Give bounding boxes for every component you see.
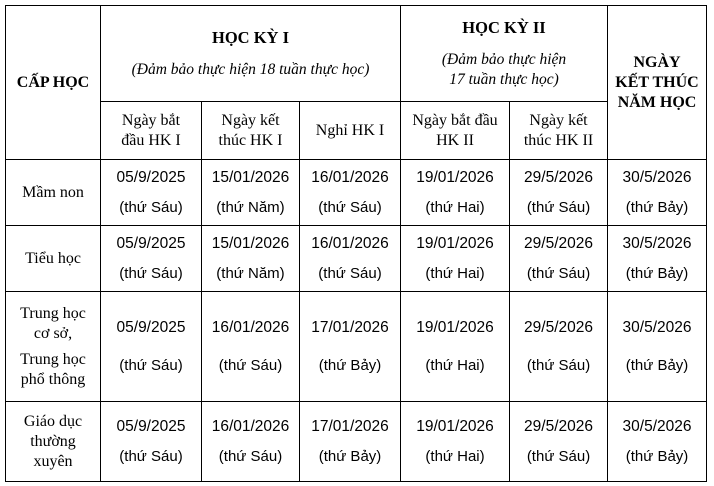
semester-1-title: HỌC KỲ I (212, 27, 290, 47)
hk1-end-cell (202, 226, 300, 292)
level-cell (6, 402, 101, 482)
date-value: 05/9/2025 (116, 234, 186, 252)
hk2-end-cell (510, 226, 608, 292)
hk1-end-cell (202, 402, 300, 482)
header-row-sub (6, 102, 707, 160)
hk1-break-header-label: Nghỉ HK I (315, 121, 385, 139)
level-label: Mầm non (22, 183, 84, 201)
level-label: Tiểu học (25, 249, 81, 267)
hk1-break-cell (300, 160, 401, 226)
level-label-line: Trung học (20, 350, 86, 368)
table-row (6, 292, 707, 402)
date-value: 19/01/2026 (416, 318, 494, 336)
date-value: 29/5/2026 (524, 318, 593, 336)
hk1-start-header-line-1: Ngày bắt (121, 111, 181, 129)
weekday-value: (thứ Hai) (425, 198, 485, 216)
weekday-value: (thứ Sáu) (526, 356, 591, 374)
date-value: 17/01/2026 (311, 417, 389, 435)
level-label-line: cơ sở, (33, 324, 73, 342)
date-value: 30/5/2026 (622, 318, 692, 336)
date-value: 30/5/2026 (622, 168, 692, 186)
hk2-end-header (510, 102, 608, 160)
semester-2-header-cell (401, 6, 608, 102)
hk1-end-cell (202, 160, 300, 226)
weekday-value: (thứ Sáu) (218, 447, 283, 465)
year-end-cell (608, 402, 707, 482)
date-value: 19/01/2026 (416, 234, 494, 252)
date-value: 29/5/2026 (524, 234, 593, 252)
weekday-value: (thứ Bảy) (318, 356, 382, 374)
level-cell (6, 160, 101, 226)
date-value: 30/5/2026 (622, 234, 692, 252)
weekday-value: (thứ Bảy) (625, 264, 689, 282)
weekday-value: (thứ Bảy) (625, 447, 689, 465)
hk1-break-cell (300, 402, 401, 482)
year-end-cell (608, 226, 707, 292)
date-value: 30/5/2026 (622, 417, 692, 435)
weekday-value: (thứ Sáu) (119, 264, 183, 282)
hk1-end-cell (202, 292, 300, 402)
weekday-value: (thứ Sáu) (119, 447, 183, 465)
level-header: CẤP HỌC (16, 73, 90, 91)
level-cell (6, 226, 101, 292)
hk2-end-header-line-1: Ngày kết (529, 111, 588, 129)
hk1-start-cell (101, 292, 202, 402)
hk1-break-cell (300, 226, 401, 292)
semester-2-note-line-2: 17 tuần thực học) (449, 70, 559, 88)
date-value: 17/01/2026 (311, 318, 389, 336)
table-row (6, 402, 707, 482)
hk2-end-cell (510, 402, 608, 482)
year-end-cell (608, 160, 707, 226)
level-header-cell (6, 6, 101, 160)
weekday-value: (thứ Hai) (425, 356, 485, 374)
hk1-start-cell (101, 226, 202, 292)
hk2-start-header-line-1: Ngày bắt đầu (412, 111, 498, 129)
hk2-end-header-line-2: thúc HK II (523, 131, 594, 149)
end-of-year-header-line-3: NĂM HỌC (617, 93, 697, 111)
date-value: 05/9/2025 (116, 417, 186, 435)
end-of-year-header-line-2: KẾT THÚC (615, 73, 699, 91)
date-value: 16/01/2026 (211, 318, 290, 336)
hk1-end-header (202, 102, 300, 160)
hk1-start-header-line-2: đầu HK I (121, 131, 181, 149)
level-cell (6, 292, 101, 402)
date-value: 05/9/2025 (116, 318, 186, 336)
weekday-value: (thứ Sáu) (318, 198, 382, 216)
year-end-cell (608, 292, 707, 402)
hk2-end-cell (510, 292, 608, 402)
hk2-start-header (401, 102, 510, 160)
hk2-start-cell (401, 292, 510, 402)
weekday-value: (thứ Hai) (425, 264, 485, 282)
semester-2-note-line-1: (Đảm bảo thực hiện (441, 50, 567, 68)
weekday-value: (thứ Sáu) (526, 264, 591, 282)
end-of-year-header-line-1: NGÀY (633, 53, 681, 71)
semester-1-header-cell (101, 6, 401, 102)
weekday-value: (thứ Sáu) (526, 198, 591, 216)
weekday-value: (thứ Hai) (425, 447, 485, 465)
end-of-year-header-cell (608, 6, 707, 160)
level-label-line: xuyên (33, 452, 73, 470)
hk2-start-cell (401, 226, 510, 292)
hk2-end-cell (510, 160, 608, 226)
hk2-start-cell (401, 160, 510, 226)
hk2-start-header-line-2: HK II (436, 131, 474, 149)
date-value: 16/01/2026 (311, 234, 389, 252)
level-label-line: Giáo dục (23, 412, 83, 430)
hk1-start-header (101, 102, 202, 160)
hk1-end-header-line-1: Ngày kết (221, 111, 280, 129)
date-value: 19/01/2026 (416, 168, 494, 186)
weekday-value: (thứ Năm) (216, 198, 285, 216)
level-label-line: phổ thông (20, 370, 86, 388)
semester-2-title: HỌC KỲ II (462, 17, 546, 37)
table-row (6, 160, 707, 226)
weekday-value: (thứ Bảy) (318, 447, 382, 465)
weekday-value: (thứ Năm) (216, 264, 285, 282)
date-value: 29/5/2026 (524, 417, 593, 435)
hk1-break-cell (300, 292, 401, 402)
level-label-line: Trung học (20, 304, 86, 322)
date-value: 05/9/2025 (116, 168, 186, 186)
date-value: 16/01/2026 (311, 168, 389, 186)
weekday-value: (thứ Sáu) (526, 447, 591, 465)
hk1-end-header-line-2: thúc HK I (218, 131, 283, 149)
date-value: 15/01/2026 (211, 234, 290, 252)
date-value: 29/5/2026 (524, 168, 593, 186)
date-value: 15/01/2026 (211, 168, 290, 186)
date-value: 19/01/2026 (416, 417, 494, 435)
weekday-value: (thứ Sáu) (218, 356, 283, 374)
weekday-value: (thứ Bảy) (625, 356, 689, 374)
level-label-line: thường (30, 432, 76, 450)
weekday-value: (thứ Sáu) (318, 264, 382, 282)
hk1-start-cell (101, 402, 202, 482)
date-value: 16/01/2026 (211, 417, 290, 435)
hk1-start-cell (101, 160, 202, 226)
weekday-value: (thứ Sáu) (119, 198, 183, 216)
hk2-start-cell (401, 402, 510, 482)
semester-1-note: (Đảm bảo thực hiện 18 tuần thực học) (131, 60, 370, 78)
weekday-value: (thứ Bảy) (625, 198, 689, 216)
header-row-main (6, 6, 707, 102)
weekday-value: (thứ Sáu) (119, 356, 183, 374)
hk1-break-header (300, 102, 401, 160)
table-row (6, 226, 707, 292)
school-year-calendar-table (5, 5, 707, 482)
